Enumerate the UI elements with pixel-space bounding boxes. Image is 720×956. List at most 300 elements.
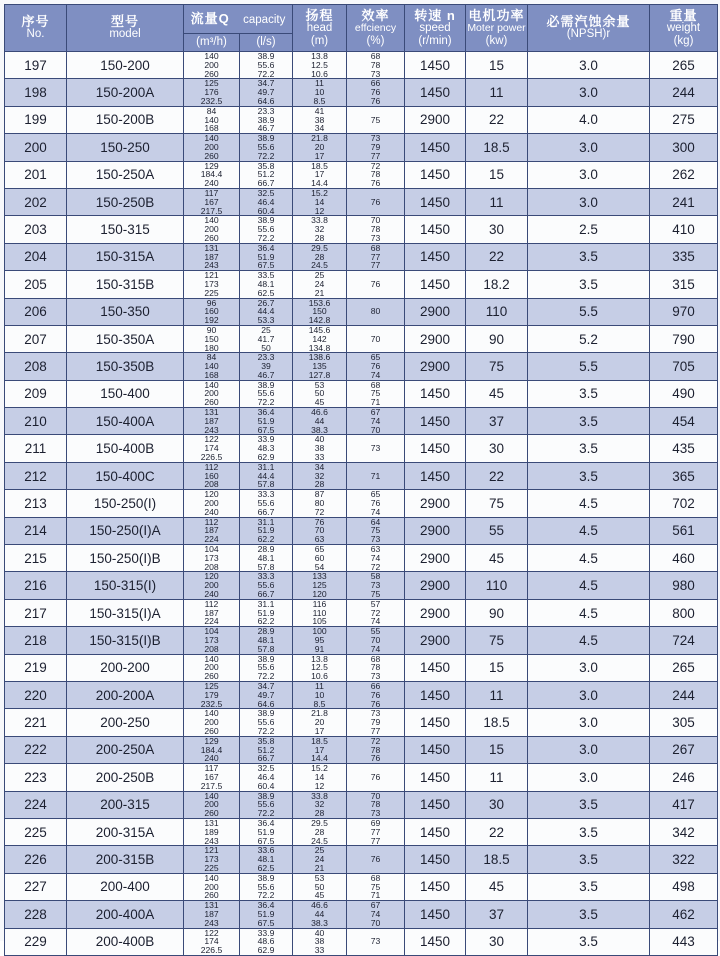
cell-head: 116 110 105 (293, 599, 347, 626)
cell-efficiency: 76 (347, 764, 405, 791)
cell-npsh: 3.5 (528, 243, 650, 270)
cell-efficiency: 69 77 77 (347, 818, 405, 845)
cell-weight: 561 (650, 517, 718, 544)
cell-no: 197 (5, 52, 67, 79)
cell-speed: 2900 (405, 627, 466, 654)
table-row (5, 435, 718, 462)
cell-model: 150-315B (67, 271, 184, 298)
header-head: 扬程 head (m) (293, 5, 347, 52)
cell-weight: 305 (650, 709, 718, 736)
cell-head: 33.8 32 28 (293, 791, 347, 818)
cell-npsh: 4.5 (528, 545, 650, 572)
cell-capacity-ls: 31.1 51.9 62.2 (240, 517, 293, 544)
table-row (5, 873, 718, 900)
table-row (5, 599, 718, 626)
cell-model: 150-200B (67, 106, 184, 133)
table-row (5, 901, 718, 928)
cell-npsh: 4.0 (528, 106, 650, 133)
cell-capacity-ls: 31.1 51.9 62.2 (240, 599, 293, 626)
cell-no: 218 (5, 627, 67, 654)
cell-npsh: 3.0 (528, 736, 650, 763)
cell-speed: 1450 (405, 818, 466, 845)
cell-motor-power: 11 (466, 188, 528, 215)
cell-head: 40 38 33 (293, 435, 347, 462)
cell-no: 202 (5, 188, 67, 215)
cell-head: 13.8 12.5 10.6 (293, 52, 347, 79)
table-row (5, 325, 718, 352)
cell-head: 76 70 63 (293, 517, 347, 544)
cell-capacity-m3h: 140 200 260 (184, 134, 240, 161)
cell-npsh: 4.5 (528, 599, 650, 626)
table-row (5, 928, 718, 955)
cell-speed: 2900 (405, 353, 466, 380)
cell-efficiency: 73 (347, 435, 405, 462)
cell-capacity-ls: 33.9 48.3 62.9 (240, 435, 293, 462)
cell-efficiency: 73 79 77 (347, 134, 405, 161)
cell-speed: 1450 (405, 380, 466, 407)
cell-speed: 1450 (405, 52, 466, 79)
cell-capacity-m3h: 120 200 240 (184, 572, 240, 599)
cell-model: 150-350A (67, 325, 184, 352)
cell-capacity-ls: 38.9 55.6 72.2 (240, 709, 293, 736)
cell-no: 224 (5, 791, 67, 818)
cell-head: 29.5 28 24.5 (293, 243, 347, 270)
cell-efficiency: 67 74 70 (347, 901, 405, 928)
header-unit-m3h: (m³/h) (184, 34, 240, 52)
cell-model: 150-250A (67, 161, 184, 188)
table-row (5, 572, 718, 599)
cell-model: 150-315 (67, 216, 184, 243)
cell-capacity-m3h: 140 200 260 (184, 791, 240, 818)
cell-speed: 2900 (405, 490, 466, 517)
cell-model: 150-315A (67, 243, 184, 270)
cell-weight: 342 (650, 818, 718, 845)
cell-motor-power: 22 (466, 243, 528, 270)
cell-capacity-ls: 33.3 55.6 66.7 (240, 572, 293, 599)
cell-capacity-m3h: 131 187 243 (184, 408, 240, 435)
cell-capacity-ls: 23.3 38.9 46.7 (240, 106, 293, 133)
cell-no: 199 (5, 106, 67, 133)
header-efficiency: 效率 effciency (%) (347, 5, 405, 52)
cell-model: 200-400 (67, 873, 184, 900)
cell-capacity-m3h: 140 200 260 (184, 380, 240, 407)
cell-capacity-ls: 31.1 44.4 57.8 (240, 462, 293, 489)
cell-speed: 1450 (405, 928, 466, 955)
cell-weight: 300 (650, 134, 718, 161)
cell-speed: 1450 (405, 736, 466, 763)
cell-speed: 1450 (405, 134, 466, 161)
cell-efficiency: 72 78 76 (347, 161, 405, 188)
cell-efficiency: 66 76 76 (347, 79, 405, 106)
cell-weight: 267 (650, 736, 718, 763)
cell-weight: 800 (650, 599, 718, 626)
header-speed: 转速 n speed (r/min) (405, 5, 466, 52)
cell-capacity-m3h: 104 173 208 (184, 627, 240, 654)
cell-capacity-ls: 28.9 48.1 57.8 (240, 545, 293, 572)
cell-model: 150-315(I)B (67, 627, 184, 654)
cell-speed: 1450 (405, 462, 466, 489)
cell-npsh: 3.5 (528, 408, 650, 435)
cell-model: 150-400C (67, 462, 184, 489)
table-row (5, 846, 718, 873)
cell-capacity-m3h: 131 187 243 (184, 901, 240, 928)
cell-weight: 490 (650, 380, 718, 407)
table-row (5, 243, 718, 270)
cell-no: 213 (5, 490, 67, 517)
table-row (5, 654, 718, 681)
cell-model: 150-400A (67, 408, 184, 435)
cell-head: 53 50 45 (293, 873, 347, 900)
cell-capacity-ls: 32.5 46.4 60.4 (240, 188, 293, 215)
cell-efficiency: 58 73 75 (347, 572, 405, 599)
cell-capacity-m3h: 140 200 260 (184, 654, 240, 681)
cell-model: 150-200A (67, 79, 184, 106)
cell-weight: 724 (650, 627, 718, 654)
cell-npsh: 3.5 (528, 791, 650, 818)
cell-capacity-ls: 38.9 55.6 72.2 (240, 216, 293, 243)
cell-npsh: 3.5 (528, 818, 650, 845)
cell-head: 145.6 142 134.8 (293, 325, 347, 352)
cell-speed: 1450 (405, 271, 466, 298)
cell-motor-power: 15 (466, 161, 528, 188)
cell-capacity-ls: 38.9 55.6 72.2 (240, 380, 293, 407)
cell-motor-power: 18.2 (466, 271, 528, 298)
cell-head: 46.6 44 38.3 (293, 408, 347, 435)
cell-no: 208 (5, 353, 67, 380)
cell-no: 220 (5, 681, 67, 708)
cell-capacity-m3h: 129 184.4 240 (184, 161, 240, 188)
cell-motor-power: 11 (466, 681, 528, 708)
cell-capacity-m3h: 104 173 208 (184, 545, 240, 572)
cell-no: 204 (5, 243, 67, 270)
cell-no: 203 (5, 216, 67, 243)
header-model: 型号 model (67, 5, 184, 52)
cell-speed: 1450 (405, 216, 466, 243)
cell-capacity-ls: 38.9 55.6 72.2 (240, 654, 293, 681)
cell-model: 150-250 (67, 134, 184, 161)
cell-efficiency: 73 (347, 928, 405, 955)
cell-speed: 1450 (405, 764, 466, 791)
table-row (5, 627, 718, 654)
cell-npsh: 3.5 (528, 873, 650, 900)
cell-no: 222 (5, 736, 67, 763)
header-capacity: 流量Q capacity (184, 5, 293, 34)
pump-spec-table (4, 4, 718, 956)
cell-weight: 275 (650, 106, 718, 133)
cell-head: 41 38 34 (293, 106, 347, 133)
cell-capacity-ls: 36.4 51.9 67.5 (240, 818, 293, 845)
cell-efficiency: 64 75 73 (347, 517, 405, 544)
cell-capacity-m3h: 112 160 208 (184, 462, 240, 489)
cell-npsh: 4.5 (528, 627, 650, 654)
cell-capacity-m3h: 84 140 168 (184, 353, 240, 380)
cell-model: 150-315(I) (67, 572, 184, 599)
cell-no: 198 (5, 79, 67, 106)
table-row (5, 818, 718, 845)
cell-npsh: 3.5 (528, 846, 650, 873)
cell-capacity-ls: 38.9 55.6 72.2 (240, 52, 293, 79)
cell-motor-power: 15 (466, 52, 528, 79)
header-weight: 重量 weight (kg) (650, 5, 718, 52)
cell-efficiency: 70 78 73 (347, 791, 405, 818)
table-row (5, 791, 718, 818)
cell-efficiency: 76 (347, 846, 405, 873)
cell-capacity-m3h: 140 200 260 (184, 216, 240, 243)
cell-capacity-ls: 35.8 51.2 66.7 (240, 736, 293, 763)
cell-efficiency: 65 76 74 (347, 353, 405, 380)
cell-motor-power: 18.5 (466, 846, 528, 873)
cell-npsh: 3.0 (528, 764, 650, 791)
cell-capacity-m3h: 140 200 260 (184, 709, 240, 736)
cell-weight: 790 (650, 325, 718, 352)
cell-weight: 498 (650, 873, 718, 900)
cell-model: 200-400B (67, 928, 184, 955)
cell-efficiency: 76 (347, 271, 405, 298)
cell-weight: 462 (650, 901, 718, 928)
cell-head: 29.5 28 24.5 (293, 818, 347, 845)
cell-motor-power: 18.5 (466, 134, 528, 161)
cell-model: 200-315 (67, 791, 184, 818)
cell-no: 212 (5, 462, 67, 489)
table-row (5, 490, 718, 517)
cell-model: 200-200A (67, 681, 184, 708)
cell-motor-power: 11 (466, 764, 528, 791)
cell-capacity-m3h: 129 184.4 240 (184, 736, 240, 763)
table-row (5, 216, 718, 243)
cell-efficiency: 57 72 74 (347, 599, 405, 626)
cell-motor-power: 22 (466, 818, 528, 845)
cell-efficiency: 63 74 72 (347, 545, 405, 572)
cell-motor-power: 90 (466, 325, 528, 352)
cell-no: 226 (5, 846, 67, 873)
cell-motor-power: 45 (466, 545, 528, 572)
cell-npsh: 5.5 (528, 353, 650, 380)
cell-speed: 2900 (405, 517, 466, 544)
cell-capacity-m3h: 96 160 192 (184, 298, 240, 325)
cell-capacity-m3h: 117 167 217.5 (184, 764, 240, 791)
cell-head: 53 50 45 (293, 380, 347, 407)
cell-motor-power: 110 (466, 572, 528, 599)
cell-no: 227 (5, 873, 67, 900)
cell-no: 225 (5, 818, 67, 845)
cell-no: 229 (5, 928, 67, 955)
cell-npsh: 3.0 (528, 161, 650, 188)
cell-efficiency: 67 74 70 (347, 408, 405, 435)
cell-model: 200-400A (67, 901, 184, 928)
cell-no: 217 (5, 599, 67, 626)
cell-model: 150-250(I) (67, 490, 184, 517)
cell-capacity-m3h: 140 200 260 (184, 873, 240, 900)
cell-efficiency: 73 79 77 (347, 709, 405, 736)
cell-motor-power: 55 (466, 517, 528, 544)
cell-efficiency: 70 78 73 (347, 216, 405, 243)
cell-weight: 246 (650, 764, 718, 791)
cell-motor-power: 75 (466, 627, 528, 654)
cell-weight: 322 (650, 846, 718, 873)
cell-motor-power: 45 (466, 380, 528, 407)
cell-speed: 1450 (405, 161, 466, 188)
cell-weight: 410 (650, 216, 718, 243)
cell-speed: 1450 (405, 681, 466, 708)
cell-speed: 2900 (405, 545, 466, 572)
cell-efficiency: 55 70 74 (347, 627, 405, 654)
cell-capacity-ls: 38.9 55.6 72.2 (240, 134, 293, 161)
cell-model: 150-400 (67, 380, 184, 407)
cell-speed: 2900 (405, 106, 466, 133)
table-row (5, 52, 718, 79)
cell-motor-power: 30 (466, 435, 528, 462)
cell-weight: 244 (650, 79, 718, 106)
cell-capacity-ls: 23.3 39 46.7 (240, 353, 293, 380)
cell-motor-power: 37 (466, 901, 528, 928)
cell-efficiency: 65 76 74 (347, 490, 405, 517)
table-row (5, 517, 718, 544)
cell-model: 200-250B (67, 764, 184, 791)
cell-npsh: 4.5 (528, 517, 650, 544)
table-row (5, 408, 718, 435)
table-row (5, 709, 718, 736)
cell-speed: 2900 (405, 599, 466, 626)
cell-model: 150-250(I)A (67, 517, 184, 544)
cell-model: 200-315A (67, 818, 184, 845)
cell-no: 211 (5, 435, 67, 462)
cell-capacity-m3h: 121 173 225 (184, 271, 240, 298)
cell-weight: 365 (650, 462, 718, 489)
cell-weight: 244 (650, 681, 718, 708)
cell-no: 221 (5, 709, 67, 736)
cell-head: 34 32 28 (293, 462, 347, 489)
cell-speed: 1450 (405, 79, 466, 106)
cell-efficiency: 75 (347, 106, 405, 133)
cell-head: 25 24 21 (293, 846, 347, 873)
cell-head: 133 125 120 (293, 572, 347, 599)
cell-efficiency: 76 (347, 188, 405, 215)
cell-head: 11 10 8.5 (293, 681, 347, 708)
header-no: 序号 No. (5, 5, 67, 52)
cell-no: 219 (5, 654, 67, 681)
cell-capacity-m3h: 112 187 224 (184, 517, 240, 544)
cell-weight: 315 (650, 271, 718, 298)
cell-head: 138.6 135 127.8 (293, 353, 347, 380)
cell-capacity-m3h: 120 200 240 (184, 490, 240, 517)
cell-npsh: 4.5 (528, 572, 650, 599)
cell-capacity-m3h: 90 150 180 (184, 325, 240, 352)
cell-capacity-ls: 36.4 51.9 67.5 (240, 243, 293, 270)
cell-speed: 1450 (405, 873, 466, 900)
cell-capacity-ls: 33.6 48.1 62.5 (240, 846, 293, 873)
cell-weight: 702 (650, 490, 718, 517)
cell-npsh: 4.5 (528, 490, 650, 517)
cell-head: 15.2 14 12 (293, 764, 347, 791)
table-row (5, 134, 718, 161)
cell-npsh: 3.0 (528, 681, 650, 708)
cell-no: 210 (5, 408, 67, 435)
table-row (5, 188, 718, 215)
cell-efficiency: 68 75 71 (347, 873, 405, 900)
cell-model: 150-350 (67, 298, 184, 325)
cell-model: 150-250(I)B (67, 545, 184, 572)
cell-head: 33.8 32 28 (293, 216, 347, 243)
cell-npsh: 3.0 (528, 654, 650, 681)
cell-head: 15.2 14 12 (293, 188, 347, 215)
cell-head: 11 10 8.5 (293, 79, 347, 106)
table-row (5, 106, 718, 133)
cell-head: 100 95 91 (293, 627, 347, 654)
cell-capacity-m3h: 117 167 217.5 (184, 188, 240, 215)
cell-head: 21.8 20 17 (293, 709, 347, 736)
table-row (5, 298, 718, 325)
cell-speed: 2900 (405, 572, 466, 599)
cell-speed: 2900 (405, 325, 466, 352)
header-motor-power: 电机功率 Moter power (kw) (466, 5, 528, 52)
cell-npsh: 3.0 (528, 709, 650, 736)
cell-npsh: 3.5 (528, 901, 650, 928)
cell-speed: 1450 (405, 654, 466, 681)
cell-efficiency: 68 78 73 (347, 52, 405, 79)
cell-motor-power: 15 (466, 736, 528, 763)
table-body (5, 52, 718, 956)
cell-capacity-m3h: 122 174 226.5 (184, 928, 240, 955)
cell-npsh: 5.2 (528, 325, 650, 352)
table-row (5, 79, 718, 106)
cell-capacity-m3h: 112 187 224 (184, 599, 240, 626)
cell-motor-power: 75 (466, 490, 528, 517)
cell-no: 216 (5, 572, 67, 599)
cell-weight: 705 (650, 353, 718, 380)
table-row (5, 353, 718, 380)
table-row (5, 764, 718, 791)
cell-no: 200 (5, 134, 67, 161)
cell-weight: 435 (650, 435, 718, 462)
cell-capacity-ls: 38.9 55.6 72.2 (240, 873, 293, 900)
cell-no: 207 (5, 325, 67, 352)
cell-weight: 980 (650, 572, 718, 599)
cell-capacity-m3h: 125 179 232.5 (184, 681, 240, 708)
cell-efficiency: 71 (347, 462, 405, 489)
cell-npsh: 2.5 (528, 216, 650, 243)
table-row (5, 545, 718, 572)
cell-motor-power: 45 (466, 873, 528, 900)
cell-capacity-m3h: 140 200 260 (184, 52, 240, 79)
table-row (5, 161, 718, 188)
cell-capacity-ls: 34.7 49.7 64.6 (240, 79, 293, 106)
cell-npsh: 3.0 (528, 52, 650, 79)
cell-npsh: 3.5 (528, 271, 650, 298)
cell-head: 25 24 21 (293, 271, 347, 298)
cell-weight: 241 (650, 188, 718, 215)
cell-speed: 2900 (405, 298, 466, 325)
cell-speed: 1450 (405, 791, 466, 818)
cell-weight: 443 (650, 928, 718, 955)
cell-npsh: 3.5 (528, 928, 650, 955)
cell-capacity-ls: 35.8 51.2 66.7 (240, 161, 293, 188)
table-row (5, 271, 718, 298)
cell-motor-power: 30 (466, 791, 528, 818)
cell-no: 205 (5, 271, 67, 298)
cell-speed: 1450 (405, 846, 466, 873)
cell-head: 40 38 33 (293, 928, 347, 955)
table-row (5, 462, 718, 489)
cell-efficiency: 68 78 73 (347, 654, 405, 681)
cell-npsh: 3.5 (528, 462, 650, 489)
table-row (5, 681, 718, 708)
cell-weight: 970 (650, 298, 718, 325)
cell-capacity-ls: 36.4 51.9 67.5 (240, 901, 293, 928)
cell-head: 21.8 20 17 (293, 134, 347, 161)
cell-head: 65 60 54 (293, 545, 347, 572)
cell-weight: 265 (650, 654, 718, 681)
cell-no: 201 (5, 161, 67, 188)
